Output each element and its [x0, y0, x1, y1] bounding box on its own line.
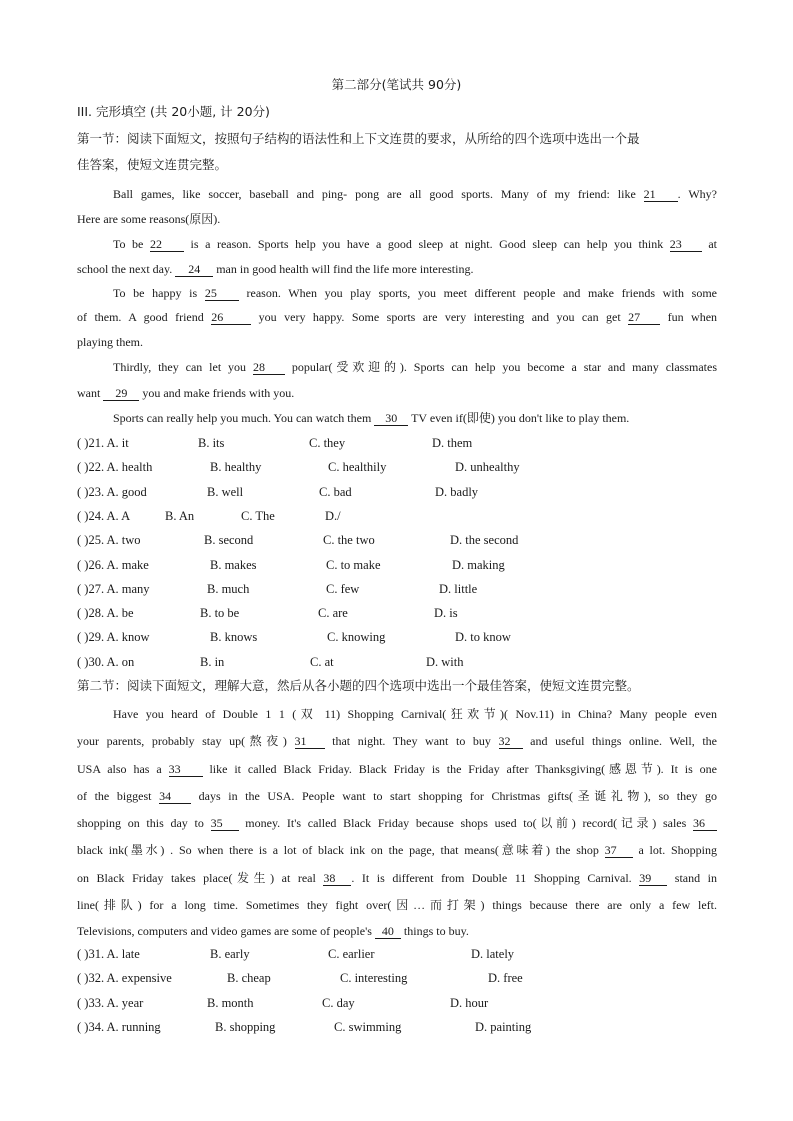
option-c[interactable]: C. The — [241, 508, 275, 523]
option-d[interactable]: D. the second — [450, 533, 519, 548]
question-row — [77, 1020, 717, 1036]
blank-36[interactable]: 36 — [693, 816, 717, 831]
option-c[interactable]: C. interesting — [340, 971, 408, 986]
passage2-line: USA also has a 33 like it called Black Friday. Black Friday is the Friday after Thanksgiving(感恩节). It is one — [77, 762, 718, 776]
option-c[interactable]: C. bad — [319, 484, 352, 499]
question-number-option-a[interactable]: ( )33. A. year — [77, 995, 144, 1010]
question-number-option-a[interactable]: ( )31. A. late — [77, 947, 140, 961]
question-number-option-a[interactable]: ( )34. A. running — [77, 1019, 161, 1034]
option-d[interactable]: D. to know — [455, 630, 511, 645]
blank-29[interactable]: 29 — [103, 386, 139, 401]
option-d[interactable]: D. hour — [450, 995, 489, 1010]
option-d[interactable]: D. with — [426, 654, 464, 669]
blank-34[interactable]: 34 — [159, 789, 191, 804]
question-row — [77, 630, 717, 646]
option-d[interactable]: D. painting — [475, 1019, 532, 1034]
passage2-line: on Black Friday takes place(发生) at real 38 . It is different from Double 11 Shopping Carnival. 39 stand in — [77, 871, 717, 885]
option-b[interactable]: B. healthy — [210, 460, 262, 475]
blank-27[interactable]: 27 — [628, 310, 660, 325]
passage2-line: of the biggest 34 days in the USA. People want to start shopping for Christmas gifts(圣诞礼物), so they go — [77, 789, 718, 803]
passage2-line: line(排队) for a long time. Sometimes they fight over(因…而打架) things because there are only a few left. — [77, 898, 717, 912]
question-row — [77, 947, 717, 963]
passage1-line: Thirdly, they can let you 28 popular(受欢迎的). Sports can help you become a star and many classmates — [113, 360, 718, 374]
passage2-line: Have you heard of Double 1 1 (双 11) Shopping Carnival(狂欢节)( Nov.11) in China? Many people even — [113, 707, 717, 721]
question-row — [77, 582, 717, 598]
option-b[interactable]: B. An — [165, 508, 195, 523]
option-b[interactable]: B. its — [198, 436, 225, 450]
blank-28[interactable]: 28 — [253, 360, 285, 375]
option-b[interactable]: B. cheap — [227, 971, 271, 986]
question-row — [77, 509, 717, 525]
passage2-line: Televisions, computers and video games are some of people's 40 things to buy. — [77, 924, 469, 938]
question-number-option-a[interactable]: ( )22. A. health — [77, 460, 153, 475]
part1-instruction-line1: 第一节：阅读下面短文，按照句子结构的语法性和上下文连贯的要求，从所给的四个选项中选出一个最 — [77, 131, 640, 146]
blank-40[interactable]: 40 — [375, 924, 401, 939]
passage1-line: Sports can really help you much. You can watch them 30 TV even if(即使) you don't like to play them. — [113, 411, 630, 425]
question-row — [77, 996, 717, 1012]
blank-32[interactable]: 32 — [499, 734, 523, 749]
option-d[interactable]: D. them — [432, 436, 473, 450]
question-row — [77, 533, 717, 549]
blank-30[interactable]: 30 — [374, 411, 408, 426]
blank-26[interactable]: 26 — [211, 310, 251, 325]
option-d[interactable]: D. little — [439, 581, 478, 596]
option-b[interactable]: B. in — [200, 654, 225, 669]
blank-25[interactable]: 25 — [205, 286, 239, 301]
question-number-option-a[interactable]: ( )29. A. know — [77, 630, 150, 645]
blank-38[interactable]: 38 — [323, 871, 351, 886]
option-b[interactable]: B. early — [210, 947, 250, 961]
passage1-line: want 29 you and make friends with you. — [77, 386, 295, 400]
question-number-option-a[interactable]: ( )25. A. two — [77, 533, 141, 548]
question-number-option-a[interactable]: ( )24. A. A — [77, 508, 131, 523]
passage2-line: shopping on this day to 35 money. It's called Black Friday because shops used to(以前) record(记录) sales 36 — [77, 815, 717, 831]
option-c[interactable]: C. healthily — [328, 460, 387, 475]
blank-37[interactable]: 37 — [605, 843, 633, 858]
question-row — [77, 558, 717, 574]
question-number-option-a[interactable]: ( )23. A. good — [77, 484, 147, 499]
option-b[interactable]: B. knows — [210, 630, 258, 645]
passage1-line: school the next day. 24 man in good health will find the life more interesting. — [77, 262, 474, 276]
blank-33[interactable]: 33 — [169, 762, 203, 777]
part1-instruction-line2: 佳答案，使短文连贯完整。 — [77, 157, 228, 172]
option-d[interactable]: D. making — [452, 557, 505, 572]
passage1-line: To be happy is 25 reason. When you play sports, you meet different people and make friends with some — [113, 286, 718, 300]
blank-24[interactable]: 24 — [175, 262, 213, 277]
option-d[interactable]: D. lately — [471, 947, 515, 961]
passage1-line: Here are some reasons(原因). — [77, 212, 221, 226]
option-c[interactable]: C. they — [309, 436, 346, 450]
section-heading: III. 完形填空 (共 20小题, 计 20分) — [77, 104, 270, 119]
question-row — [77, 971, 717, 987]
option-d[interactable]: D. badly — [435, 484, 479, 499]
blank-23[interactable]: 23 — [670, 237, 702, 252]
passage2-line: your parents, probably stay up(熬夜) 31 that night. They want to buy 32 and useful things online. Well, the — [77, 734, 717, 748]
option-c[interactable]: C. swimming — [334, 1019, 402, 1034]
passage2-line: black ink(墨水) . So when there is a lot of black ink on the page, that means(意味着) the shop 37 a lot. Shopping — [77, 843, 718, 857]
option-d[interactable]: D. is — [434, 606, 458, 621]
question-number-option-a[interactable]: ( )30. A. on — [77, 654, 135, 669]
option-b[interactable]: B. to be — [200, 606, 240, 621]
option-c[interactable]: C. few — [326, 581, 360, 596]
question-number-option-a[interactable]: ( )26. A. make — [77, 557, 149, 572]
blank-22[interactable]: 22 — [150, 237, 184, 252]
option-b[interactable]: B. well — [207, 484, 244, 499]
question-row — [77, 655, 717, 671]
part2-instruction: 第二节：阅读下面短文，理解大意，然后从各小题的四个选项中选出一个最佳答案，使短文连贯完整。 — [77, 678, 640, 693]
page-title: 第二部分(笔试共 90分) — [331, 77, 462, 92]
question-row — [77, 606, 717, 622]
option-c[interactable]: C. knowing — [327, 630, 386, 645]
question-row — [77, 436, 717, 452]
passage1-line: of them. A good friend 26 you very happy. Some sports are very interesting and you can get 27 fun when — [77, 310, 718, 324]
question-number-option-a[interactable]: ( )27. A. many — [77, 581, 150, 596]
option-b[interactable]: B. month — [207, 995, 254, 1010]
option-d[interactable]: D. free — [488, 971, 523, 986]
option-d[interactable]: D. unhealthy — [455, 460, 520, 475]
question-number-option-a[interactable]: ( )28. A. be — [77, 606, 134, 621]
option-b[interactable]: B. much — [207, 581, 250, 596]
blank-35[interactable]: 35 — [211, 816, 239, 831]
option-b[interactable]: B. makes — [210, 557, 257, 572]
option-c[interactable]: C. are — [318, 606, 348, 621]
question-number-option-a[interactable]: ( )21. A. it — [77, 436, 129, 450]
option-c[interactable]: C. earlier — [328, 947, 375, 961]
passage1-line: playing them. — [77, 335, 143, 349]
blank-39[interactable]: 39 — [639, 871, 667, 886]
option-c[interactable]: C. the two — [323, 533, 375, 548]
option-b[interactable]: B. shopping — [215, 1019, 276, 1034]
passage1-line: To be 22 is a reason. Sports help you have a good sleep at night. Good sleep can help you think 23 at — [113, 237, 718, 251]
question-row — [77, 460, 717, 476]
blank-21[interactable]: 21 — [644, 187, 678, 202]
option-d[interactable]: D./ — [325, 508, 341, 523]
option-c[interactable]: C. to make — [326, 557, 381, 572]
question-row — [77, 485, 717, 501]
passage1-line: Ball games, like soccer, baseball and ping- pong are all good sports. Many of my friend: like 21 . Why? — [113, 187, 718, 201]
option-b[interactable]: B. second — [204, 533, 254, 548]
blank-31[interactable]: 31 — [295, 734, 325, 749]
option-c[interactable]: C. at — [310, 654, 334, 669]
option-c[interactable]: C. day — [322, 995, 355, 1010]
question-number-option-a[interactable]: ( )32. A. expensive — [77, 971, 172, 986]
